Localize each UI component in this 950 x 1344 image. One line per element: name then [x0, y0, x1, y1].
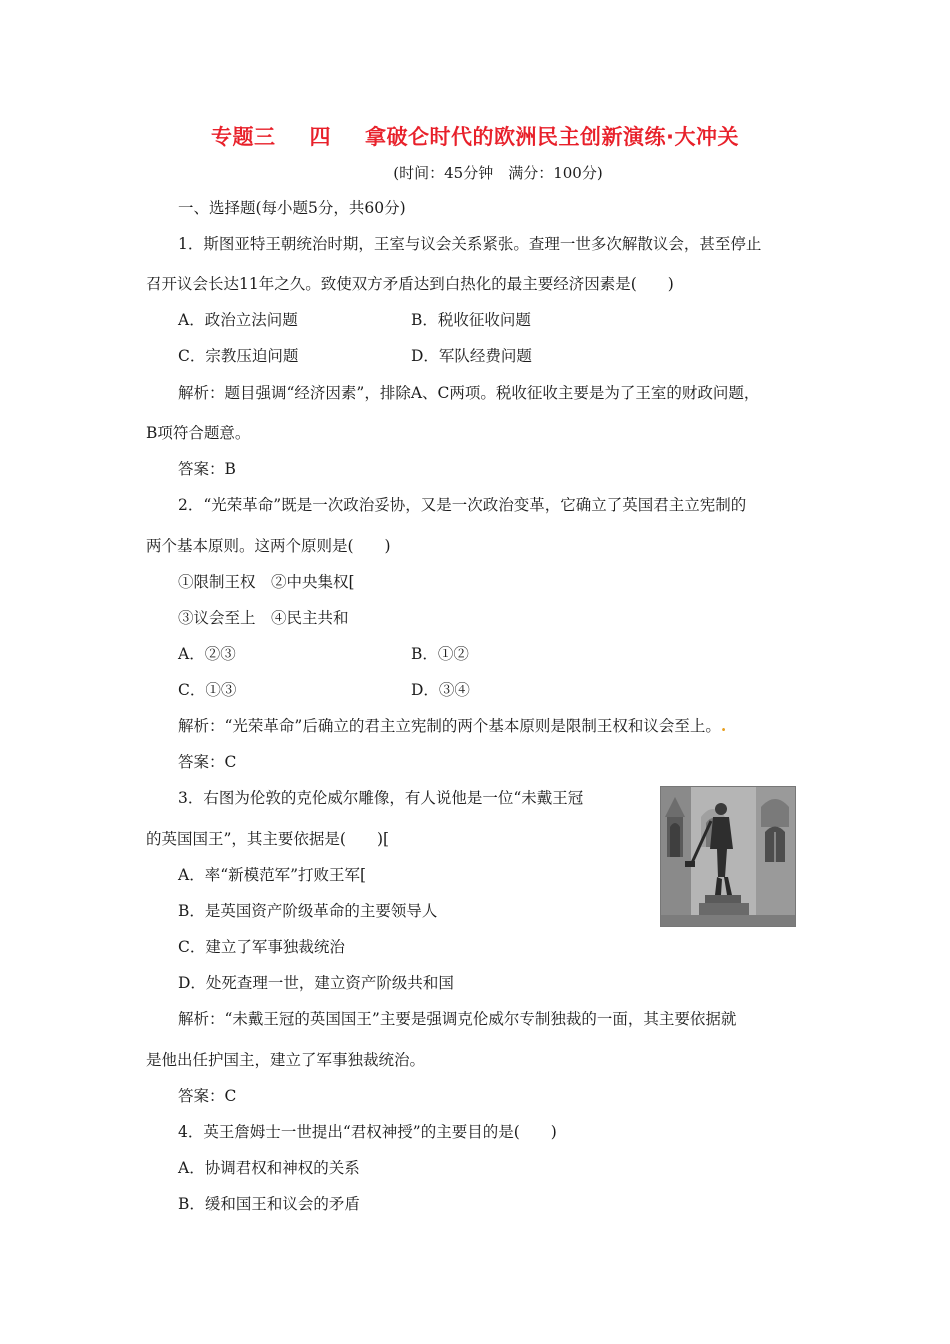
q2-answer: 答案：C	[178, 753, 237, 771]
q1-explanation-line-1: 解析：题目强调“经济因素”，排除A、C两项。税收征收主要是为了王室的财政问题，	[178, 384, 760, 402]
q3-explanation-line-2: 是他出任护国主，建立了军事独裁统治。	[146, 1051, 426, 1069]
q1-option-b: B．税收征收问题	[411, 311, 531, 329]
q1-stem-line-2: 召开议会长达11年之久。致使双方矛盾达到白热化的最主要经济因素是( )	[146, 275, 674, 293]
q1-stem-line-1: 1．斯图亚特王朝统治时期，王室与议会关系紧张。查理一世多次解散议会，甚至停止	[178, 235, 762, 253]
q3-option-b: B．是英国资产阶级革命的主要领导人	[178, 902, 438, 920]
q3-explanation-line-1: 解析：“未戴王冠的英国国王”主要是强调克伦威尔专制独裁的一面，其主要依据就	[178, 1010, 737, 1028]
q1-option-d: D．军队经费问题	[411, 347, 532, 365]
q2-explanation	[178, 716, 726, 736]
q2-option-c: C．①③	[178, 681, 237, 699]
q4-option-b: B．缓和国王和议会的矛盾	[178, 1195, 360, 1213]
q1-explanation-line-2: B项符合题意。	[146, 424, 251, 442]
title-part-1: 专题三	[211, 125, 276, 149]
q1-option-a: A．政治立法问题	[178, 311, 298, 329]
statue-illustration	[661, 787, 795, 926]
q1-option-c: C．宗教压迫问题	[178, 347, 299, 365]
q2-option-a: A．②③	[178, 645, 236, 663]
q3-stem-line-2: 的英国国王”，其主要依据是( )[	[146, 830, 390, 848]
page-title	[0, 121, 950, 151]
q1-answer: 答案：B	[178, 460, 236, 478]
q2-explanation-mark: .	[720, 716, 727, 735]
q2-stem-line-2: 两个基本原则。这两个原则是( )	[146, 537, 391, 555]
q2-stem-line-1: 2．“光荣革命”既是一次政治妥协，又是一次政治变革，它确立了英国君主立宪制的	[178, 496, 747, 514]
title-part-3: 拿破仑时代的欧洲民主创新演练·大冲关	[365, 125, 739, 149]
q2-statements-line-2: ③议会至上 ④民主共和	[178, 609, 349, 627]
q3-stem-line-1: 3．右图为伦敦的克伦威尔雕像，有人说他是一位“未戴王冠	[178, 789, 584, 807]
cromwell-statue-photo	[660, 786, 796, 927]
page-subtitle: (时间：45分钟 满分：100分)	[393, 164, 603, 182]
section-heading: 一、选择题(每小题5分，共60分)	[178, 199, 406, 217]
q2-option-d: D．③④	[411, 681, 470, 699]
q3-option-c: C．建立了军事独裁统治	[178, 938, 345, 956]
q2-statements-line-1: ①限制王权 ②中央集权[	[178, 573, 355, 591]
q2-option-b: B．①②	[411, 645, 469, 663]
q4-option-a: A．协调君权和神权的关系	[178, 1159, 360, 1177]
q4-stem: 4．英王詹姆士一世提出“君权神授”的主要目的是( )	[178, 1123, 557, 1141]
q3-option-d: D．处死查理一世，建立资产阶级共和国	[178, 974, 454, 992]
q3-option-a: A．率“新模范军”打败王军[	[178, 866, 367, 884]
q3-answer: 答案：C	[178, 1087, 237, 1105]
title-part-2: 四	[309, 125, 331, 149]
q2-explanation-text: 解析：“光荣革命”后确立的君主立宪制的两个基本原则是限制王权和议会至上。	[178, 717, 721, 735]
